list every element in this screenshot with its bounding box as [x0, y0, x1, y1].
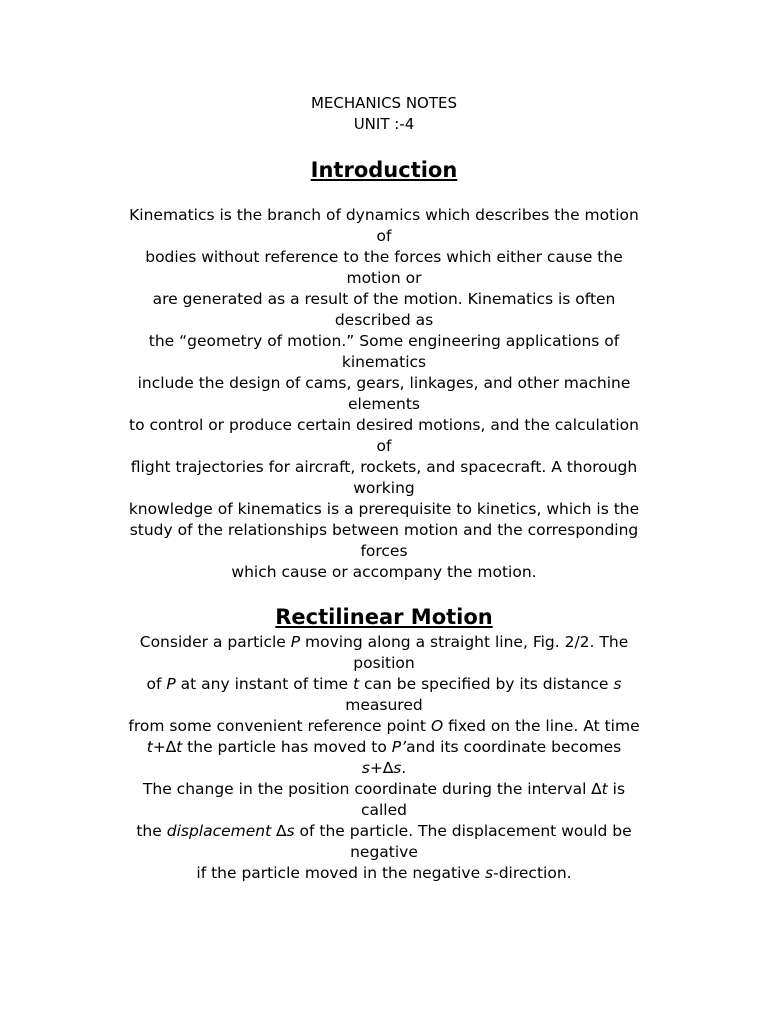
text-line: t+∆t the particle has moved to P’and its coordinate becomes	[146, 738, 622, 756]
text-line: Consider a particle P moving along a straight line, Fig. 2/2. The	[139, 633, 629, 651]
text-line: which cause or accompany the motion.	[231, 563, 537, 581]
text-line: are generated as a result of the motion. Kinematics is often	[152, 290, 616, 308]
text-line: from some convenient reference point O fixed on the line. At time	[128, 717, 640, 735]
text-line: s+∆s.	[361, 759, 407, 777]
text-line: flight trajectories for aircraft, rockets, and spacecraft. A thorough	[130, 458, 638, 476]
document-header	[0, 93, 768, 135]
rectilinear-motion-paragraph	[0, 632, 768, 884]
text-line: of	[376, 227, 392, 245]
text-line: negative	[350, 843, 418, 861]
text-line: Kinematics is the branch of dynamics which describes the motion	[129, 206, 639, 224]
text-line: The change in the position coordinate during the interval ∆t is	[142, 780, 626, 798]
text-line: study of the relationships between motion and the corresponding	[129, 521, 639, 539]
text-line: the displacement ∆s of the particle. The displacement would be	[136, 822, 632, 840]
text-line: elements	[348, 395, 420, 413]
section-heading-rectilinear-motion: Rectilinear Motion	[275, 605, 493, 629]
text-line: kinematics	[341, 353, 427, 371]
introduction-paragraph	[0, 205, 768, 583]
text-line: called	[360, 801, 407, 819]
text-line: described as	[334, 311, 434, 329]
text-line: of P at any instant of time t can be specified by its distance s	[146, 675, 622, 693]
text-line: forces	[360, 542, 408, 560]
text-line: if the particle moved in the negative s-direction.	[196, 864, 572, 882]
text-line: measured	[345, 696, 423, 714]
text-line: include the design of cams, gears, linkages, and other machine	[137, 374, 631, 392]
document-title: MECHANICS NOTES	[310, 94, 458, 112]
text-line: position	[353, 654, 415, 672]
unit-label: UNIT :-4	[353, 115, 415, 133]
text-line: working	[353, 479, 415, 497]
text-line: of	[376, 437, 392, 455]
text-line: motion or	[346, 269, 422, 287]
text-line: the “geometry of motion.” Some engineering applications of	[148, 332, 620, 350]
section-heading-introduction: Introduction	[310, 158, 458, 182]
text-line: bodies without reference to the forces which either cause the	[145, 248, 623, 266]
text-line: knowledge of kinematics is a prerequisite to kinetics, which is the	[128, 500, 640, 518]
text-line: to control or produce certain desired motions, and the calculation	[129, 416, 639, 434]
